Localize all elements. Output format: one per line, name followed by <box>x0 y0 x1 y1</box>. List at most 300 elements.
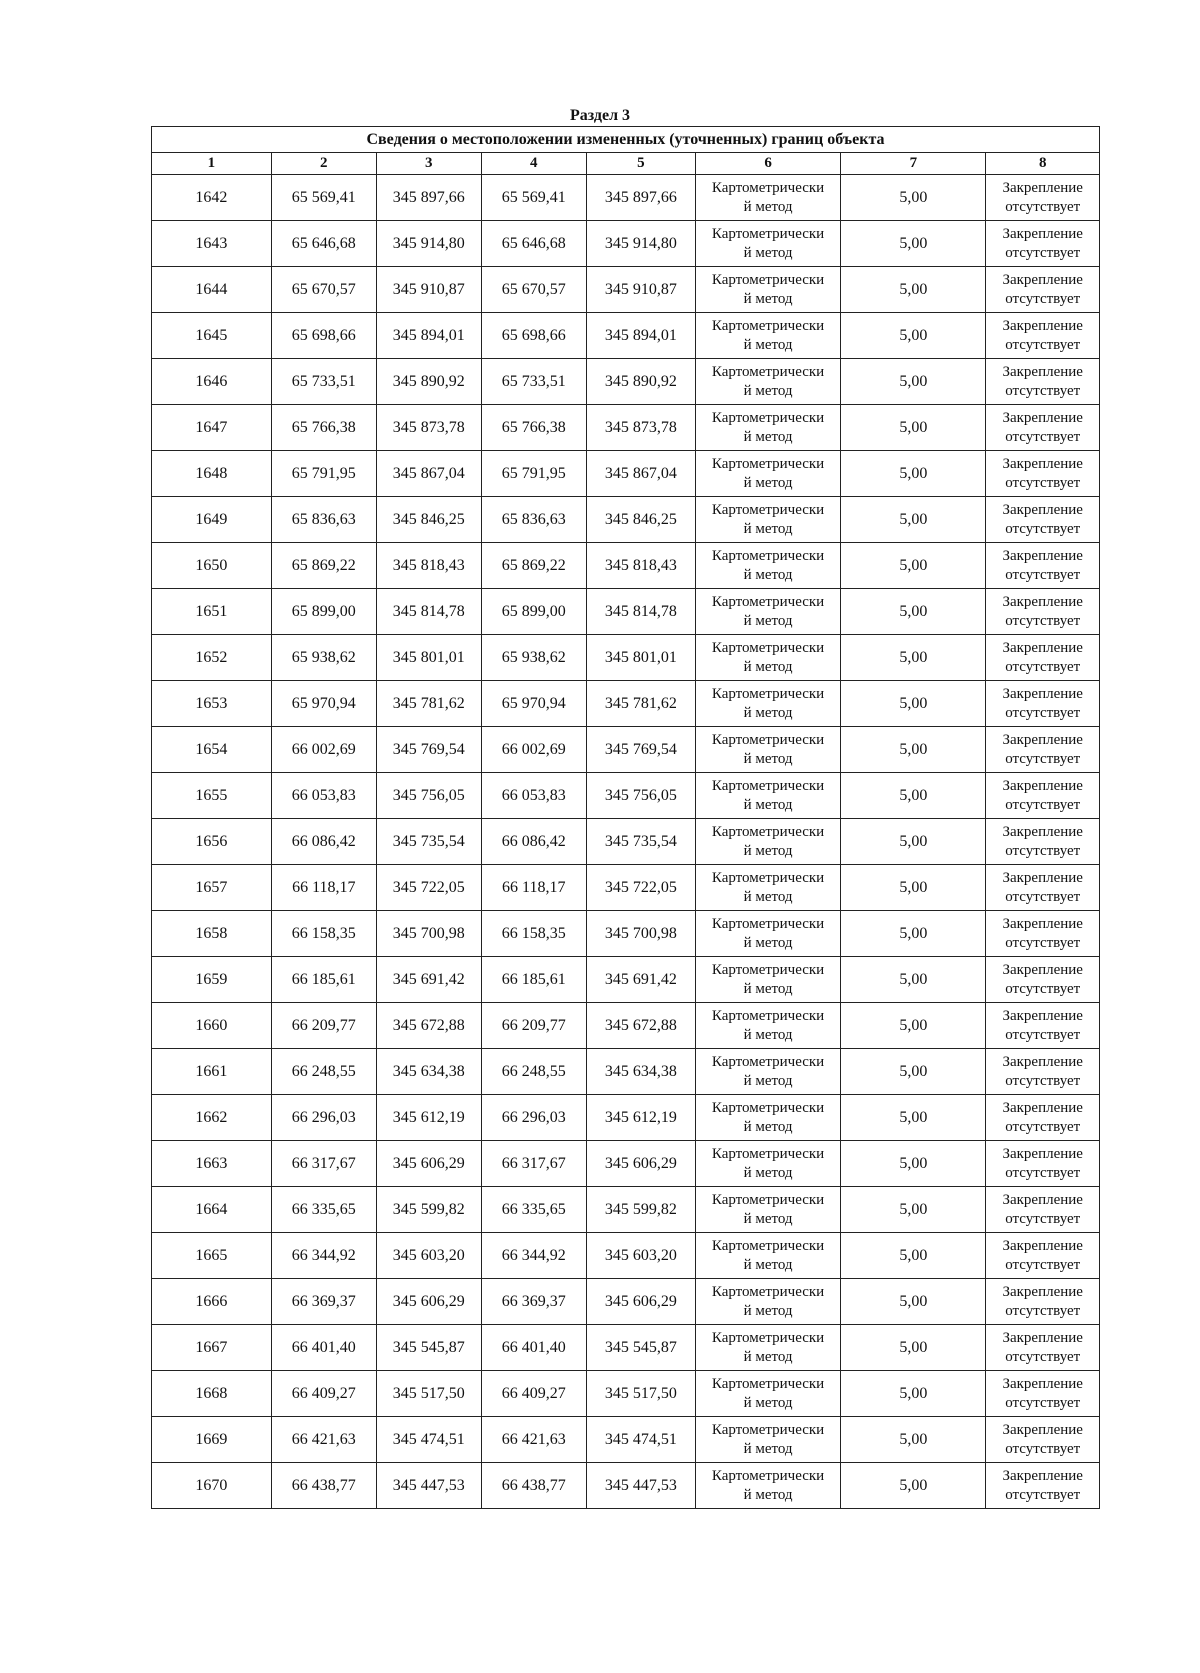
y-coordinate-cell: 345 756,05 <box>376 773 481 819</box>
fixing-text: Закрепление <box>1002 593 1083 610</box>
accuracy-cell: 5,00 <box>841 221 986 267</box>
y-coordinate-cell: 345 897,66 <box>376 175 481 221</box>
method-text: Картометрически <box>711 593 825 610</box>
table-row <box>152 773 1100 819</box>
x-coordinate-cell: 65 970,94 <box>481 681 586 727</box>
y-coordinate-cell: 345 735,54 <box>586 819 695 865</box>
y-coordinate-cell: 345 801,01 <box>376 635 481 681</box>
table-row <box>152 727 1100 773</box>
method-cell <box>695 1003 840 1049</box>
method-text: Картометрически <box>711 1375 825 1392</box>
table-row <box>152 819 1100 865</box>
fixing-cell <box>986 865 1100 911</box>
fixing-text: Закрепление <box>1002 1053 1083 1070</box>
x-coordinate-cell: 66 053,83 <box>271 773 376 819</box>
x-coordinate-cell: 65 698,66 <box>271 313 376 359</box>
column-number-row <box>152 153 1100 175</box>
x-coordinate-cell: 66 344,92 <box>271 1233 376 1279</box>
x-coordinate-cell: 65 733,51 <box>271 359 376 405</box>
x-coordinate-cell: 66 401,40 <box>481 1325 586 1371</box>
y-coordinate-cell: 345 722,05 <box>376 865 481 911</box>
accuracy-cell: 5,00 <box>841 1463 986 1509</box>
y-coordinate-cell: 345 691,42 <box>376 957 481 1003</box>
fixing-cell <box>986 1049 1100 1095</box>
section-title: Раздел 3 <box>569 107 631 124</box>
fixing-text: отсутствует <box>1005 1302 1081 1319</box>
accuracy-cell: 5,00 <box>841 589 986 635</box>
y-coordinate-cell: 345 910,87 <box>586 267 695 313</box>
point-number-cell: 1650 <box>152 543 272 589</box>
method-text: й метод <box>743 336 793 353</box>
x-coordinate-cell: 65 670,57 <box>271 267 376 313</box>
fixing-cell <box>986 635 1100 681</box>
point-number-cell: 1660 <box>152 1003 272 1049</box>
accuracy-cell: 5,00 <box>841 911 986 957</box>
y-coordinate-cell: 345 897,66 <box>586 175 695 221</box>
y-coordinate-cell: 345 474,51 <box>376 1417 481 1463</box>
point-number-cell: 1657 <box>152 865 272 911</box>
table-row <box>152 1463 1100 1509</box>
method-text: Картометрически <box>711 915 825 932</box>
method-text: Картометрически <box>711 501 825 518</box>
method-cell <box>695 267 840 313</box>
method-cell <box>695 957 840 1003</box>
x-coordinate-cell: 65 646,68 <box>481 221 586 267</box>
point-number-cell: 1644 <box>152 267 272 313</box>
fixing-text: Закрепление <box>1002 777 1083 794</box>
method-text: й метод <box>743 198 793 215</box>
y-coordinate-cell: 345 447,53 <box>586 1463 695 1509</box>
y-coordinate-cell: 345 634,38 <box>586 1049 695 1095</box>
y-coordinate-cell: 345 894,01 <box>586 313 695 359</box>
fixing-text: Закрепление <box>1002 685 1083 702</box>
fixing-text: Закрепление <box>1002 317 1083 334</box>
accuracy-cell: 5,00 <box>841 727 986 773</box>
method-text: Картометрически <box>711 823 825 840</box>
y-coordinate-cell: 345 781,62 <box>586 681 695 727</box>
x-coordinate-cell: 65 836,63 <box>481 497 586 543</box>
y-coordinate-cell: 345 735,54 <box>376 819 481 865</box>
table-row <box>152 957 1100 1003</box>
x-coordinate-cell: 66 053,83 <box>481 773 586 819</box>
point-number-cell: 1661 <box>152 1049 272 1095</box>
x-coordinate-cell: 66 409,27 <box>271 1371 376 1417</box>
fixing-text: отсутствует <box>1005 980 1081 997</box>
method-text: Картометрически <box>711 1145 825 1162</box>
y-coordinate-cell: 345 603,20 <box>586 1233 695 1279</box>
y-coordinate-cell: 345 914,80 <box>376 221 481 267</box>
x-coordinate-cell: 65 899,00 <box>271 589 376 635</box>
fixing-cell <box>986 1371 1100 1417</box>
method-text: й метод <box>743 244 793 261</box>
method-text: Картометрически <box>711 1237 825 1254</box>
point-number-cell: 1651 <box>152 589 272 635</box>
fixing-text: Закрепление <box>1002 225 1083 242</box>
method-cell <box>695 635 840 681</box>
fixing-text: Закрепление <box>1002 823 1083 840</box>
column-number: 5 <box>586 153 695 175</box>
point-number-cell: 1654 <box>152 727 272 773</box>
y-coordinate-cell: 345 634,38 <box>376 1049 481 1095</box>
fixing-cell <box>986 175 1100 221</box>
table-row <box>152 865 1100 911</box>
table-body <box>152 175 1100 1509</box>
column-number: 3 <box>376 153 481 175</box>
fixing-cell <box>986 1095 1100 1141</box>
fixing-text: Закрепление <box>1002 869 1083 886</box>
point-number-cell: 1665 <box>152 1233 272 1279</box>
y-coordinate-cell: 345 606,29 <box>586 1141 695 1187</box>
method-cell <box>695 1095 840 1141</box>
point-number-cell: 1659 <box>152 957 272 1003</box>
method-text: й метод <box>743 750 793 767</box>
method-text: Картометрически <box>711 869 825 886</box>
point-number-cell: 1652 <box>152 635 272 681</box>
y-coordinate-cell: 345 603,20 <box>376 1233 481 1279</box>
accuracy-cell: 5,00 <box>841 1371 986 1417</box>
fixing-text: отсутствует <box>1005 566 1081 583</box>
fixing-cell <box>986 1003 1100 1049</box>
method-cell <box>695 405 840 451</box>
method-cell <box>695 589 840 635</box>
table-caption: Сведения о местоположении измененных (уточненных) границ объекта <box>152 127 1100 153</box>
point-number-cell: 1648 <box>152 451 272 497</box>
x-coordinate-cell: 65 569,41 <box>271 175 376 221</box>
point-number-cell: 1646 <box>152 359 272 405</box>
table-row <box>152 1141 1100 1187</box>
accuracy-cell: 5,00 <box>841 1003 986 1049</box>
fixing-text: отсутствует <box>1005 1256 1081 1273</box>
fixing-cell <box>986 451 1100 497</box>
y-coordinate-cell: 345 700,98 <box>586 911 695 957</box>
table-row <box>152 175 1100 221</box>
method-cell <box>695 1141 840 1187</box>
boundary-table <box>151 126 1100 1509</box>
method-cell <box>695 1233 840 1279</box>
accuracy-cell: 5,00 <box>841 635 986 681</box>
fixing-text: Закрепление <box>1002 1007 1083 1024</box>
method-text: й метод <box>743 934 793 951</box>
y-coordinate-cell: 345 867,04 <box>586 451 695 497</box>
method-text: й метод <box>743 796 793 813</box>
x-coordinate-cell: 66 421,63 <box>271 1417 376 1463</box>
fixing-cell <box>986 1325 1100 1371</box>
fixing-text: Закрепление <box>1002 547 1083 564</box>
method-cell <box>695 543 840 589</box>
x-coordinate-cell: 66 421,63 <box>481 1417 586 1463</box>
method-text: й метод <box>743 566 793 583</box>
x-coordinate-cell: 66 438,77 <box>271 1463 376 1509</box>
method-text: й метод <box>743 1440 793 1457</box>
y-coordinate-cell: 345 545,87 <box>586 1325 695 1371</box>
fixing-text: Закрепление <box>1002 1329 1083 1346</box>
method-text: й метод <box>743 1256 793 1273</box>
x-coordinate-cell: 65 938,62 <box>271 635 376 681</box>
accuracy-cell: 5,00 <box>841 267 986 313</box>
table-row <box>152 1371 1100 1417</box>
method-text: й метод <box>743 1072 793 1089</box>
method-text: Картометрически <box>711 409 825 426</box>
fixing-cell <box>986 957 1100 1003</box>
fixing-text: отсутствует <box>1005 1026 1081 1043</box>
method-cell <box>695 175 840 221</box>
point-number-cell: 1663 <box>152 1141 272 1187</box>
x-coordinate-cell: 66 209,77 <box>481 1003 586 1049</box>
method-text: й метод <box>743 1302 793 1319</box>
fixing-cell <box>986 589 1100 635</box>
y-coordinate-cell: 345 756,05 <box>586 773 695 819</box>
fixing-cell <box>986 1417 1100 1463</box>
fixing-text: отсутствует <box>1005 244 1081 261</box>
y-coordinate-cell: 345 890,92 <box>586 359 695 405</box>
x-coordinate-cell: 66 158,35 <box>481 911 586 957</box>
method-text: Картометрически <box>711 1421 825 1438</box>
x-coordinate-cell: 66 002,69 <box>481 727 586 773</box>
x-coordinate-cell: 65 869,22 <box>271 543 376 589</box>
y-coordinate-cell: 345 814,78 <box>586 589 695 635</box>
method-cell <box>695 1279 840 1325</box>
y-coordinate-cell: 345 818,43 <box>376 543 481 589</box>
fixing-cell <box>986 1279 1100 1325</box>
fixing-cell <box>986 773 1100 819</box>
table-row <box>152 1095 1100 1141</box>
x-coordinate-cell: 66 438,77 <box>481 1463 586 1509</box>
accuracy-cell: 5,00 <box>841 1233 986 1279</box>
x-coordinate-cell: 66 409,27 <box>481 1371 586 1417</box>
method-text: й метод <box>743 1026 793 1043</box>
table-row <box>152 635 1100 681</box>
x-coordinate-cell: 66 248,55 <box>481 1049 586 1095</box>
fixing-cell <box>986 313 1100 359</box>
method-text: й метод <box>743 1164 793 1181</box>
fixing-text: отсутствует <box>1005 704 1081 721</box>
y-coordinate-cell: 345 606,29 <box>376 1279 481 1325</box>
fixing-text: отсутствует <box>1005 888 1081 905</box>
column-number: 6 <box>695 153 840 175</box>
accuracy-cell: 5,00 <box>841 957 986 1003</box>
fixing-text: Закрепление <box>1002 501 1083 518</box>
fixing-cell <box>986 1141 1100 1187</box>
method-text: й метод <box>743 290 793 307</box>
x-coordinate-cell: 66 317,67 <box>271 1141 376 1187</box>
table-row <box>152 313 1100 359</box>
x-coordinate-cell: 65 766,38 <box>271 405 376 451</box>
fixing-cell <box>986 221 1100 267</box>
fixing-text: отсутствует <box>1005 1164 1081 1181</box>
table-row <box>152 681 1100 727</box>
y-coordinate-cell: 345 846,25 <box>376 497 481 543</box>
fixing-text: отсутствует <box>1005 1118 1081 1135</box>
method-text: Картометрически <box>711 1007 825 1024</box>
caption-row <box>152 127 1100 153</box>
y-coordinate-cell: 345 769,54 <box>586 727 695 773</box>
point-number-cell: 1649 <box>152 497 272 543</box>
table-row <box>152 405 1100 451</box>
table-row <box>152 497 1100 543</box>
fixing-text: отсутствует <box>1005 1486 1081 1503</box>
column-number: 1 <box>152 153 272 175</box>
fixing-text: отсутствует <box>1005 1440 1081 1457</box>
fixing-text: Закрепление <box>1002 409 1083 426</box>
fixing-cell <box>986 405 1100 451</box>
y-coordinate-cell: 345 612,19 <box>586 1095 695 1141</box>
table-row <box>152 543 1100 589</box>
point-number-cell: 1658 <box>152 911 272 957</box>
accuracy-cell: 5,00 <box>841 1095 986 1141</box>
x-coordinate-cell: 66 185,61 <box>481 957 586 1003</box>
table-row <box>152 911 1100 957</box>
accuracy-cell: 5,00 <box>841 1325 986 1371</box>
table-row <box>152 1279 1100 1325</box>
method-text: й метод <box>743 520 793 537</box>
table-row <box>152 1325 1100 1371</box>
method-text: Картометрически <box>711 777 825 794</box>
fixing-cell <box>986 727 1100 773</box>
x-coordinate-cell: 66 317,67 <box>481 1141 586 1187</box>
y-coordinate-cell: 345 814,78 <box>376 589 481 635</box>
point-number-cell: 1668 <box>152 1371 272 1417</box>
y-coordinate-cell: 345 517,50 <box>376 1371 481 1417</box>
method-text: й метод <box>743 888 793 905</box>
fixing-text: отсутствует <box>1005 382 1081 399</box>
method-text: Картометрически <box>711 685 825 702</box>
method-text: Картометрически <box>711 547 825 564</box>
method-cell <box>695 497 840 543</box>
point-number-cell: 1647 <box>152 405 272 451</box>
y-coordinate-cell: 345 672,88 <box>376 1003 481 1049</box>
table-row <box>152 1417 1100 1463</box>
method-cell <box>695 819 840 865</box>
method-text: й метод <box>743 612 793 629</box>
point-number-cell: 1655 <box>152 773 272 819</box>
method-cell <box>695 773 840 819</box>
x-coordinate-cell: 66 118,17 <box>481 865 586 911</box>
fixing-text: отсутствует <box>1005 1210 1081 1227</box>
y-coordinate-cell: 345 606,29 <box>586 1279 695 1325</box>
y-coordinate-cell: 345 914,80 <box>586 221 695 267</box>
x-coordinate-cell: 66 296,03 <box>271 1095 376 1141</box>
method-cell <box>695 1371 840 1417</box>
fixing-cell <box>986 911 1100 957</box>
method-text: й метод <box>743 428 793 445</box>
method-cell <box>695 1049 840 1095</box>
point-number-cell: 1664 <box>152 1187 272 1233</box>
method-text: Картометрически <box>711 1283 825 1300</box>
x-coordinate-cell: 66 118,17 <box>271 865 376 911</box>
fixing-text: отсутствует <box>1005 474 1081 491</box>
y-coordinate-cell: 345 890,92 <box>376 359 481 405</box>
x-coordinate-cell: 66 344,92 <box>481 1233 586 1279</box>
method-cell <box>695 1325 840 1371</box>
accuracy-cell: 5,00 <box>841 1187 986 1233</box>
fixing-text: отсутствует <box>1005 658 1081 675</box>
fixing-cell <box>986 1463 1100 1509</box>
point-number-cell: 1666 <box>152 1279 272 1325</box>
fixing-cell <box>986 497 1100 543</box>
accuracy-cell: 5,00 <box>841 175 986 221</box>
x-coordinate-cell: 66 158,35 <box>271 911 376 957</box>
table-row <box>152 267 1100 313</box>
accuracy-cell: 5,00 <box>841 359 986 405</box>
method-text: й метод <box>743 474 793 491</box>
column-number: 2 <box>271 153 376 175</box>
x-coordinate-cell: 65 569,41 <box>481 175 586 221</box>
y-coordinate-cell: 345 606,29 <box>376 1141 481 1187</box>
method-text: й метод <box>743 1210 793 1227</box>
method-text: Картометрически <box>711 1329 825 1346</box>
boundary-table-container <box>151 126 1100 1509</box>
column-number: 8 <box>986 153 1100 175</box>
method-cell <box>695 221 840 267</box>
fixing-text: Закрепление <box>1002 639 1083 656</box>
column-number: 7 <box>841 153 986 175</box>
fixing-text: отсутствует <box>1005 750 1081 767</box>
method-text: Картометрически <box>711 317 825 334</box>
table-row <box>152 1003 1100 1049</box>
accuracy-cell: 5,00 <box>841 865 986 911</box>
fixing-text: отсутствует <box>1005 1348 1081 1365</box>
accuracy-cell: 5,00 <box>841 681 986 727</box>
method-cell <box>695 1417 840 1463</box>
method-text: й метод <box>743 1348 793 1365</box>
fixing-text: Закрепление <box>1002 1375 1083 1392</box>
method-text: Картометрически <box>711 731 825 748</box>
y-coordinate-cell: 345 873,78 <box>376 405 481 451</box>
fixing-text: отсутствует <box>1005 842 1081 859</box>
fixing-cell <box>986 359 1100 405</box>
x-coordinate-cell: 66 002,69 <box>271 727 376 773</box>
fixing-text: отсутствует <box>1005 1072 1081 1089</box>
fixing-text: отсутствует <box>1005 796 1081 813</box>
y-coordinate-cell: 345 910,87 <box>376 267 481 313</box>
x-coordinate-cell: 66 209,77 <box>271 1003 376 1049</box>
x-coordinate-cell: 65 698,66 <box>481 313 586 359</box>
point-number-cell: 1669 <box>152 1417 272 1463</box>
method-text: й метод <box>743 1486 793 1503</box>
fixing-text: отсутствует <box>1005 1394 1081 1411</box>
method-text: й метод <box>743 980 793 997</box>
point-number-cell: 1645 <box>152 313 272 359</box>
fixing-text: Закрепление <box>1002 271 1083 288</box>
accuracy-cell: 5,00 <box>841 405 986 451</box>
fixing-text: Закрепление <box>1002 363 1083 380</box>
x-coordinate-cell: 66 185,61 <box>271 957 376 1003</box>
point-number-cell: 1662 <box>152 1095 272 1141</box>
fixing-text: Закрепление <box>1002 731 1083 748</box>
fixing-text: Закрепление <box>1002 179 1083 196</box>
method-text: й метод <box>743 658 793 675</box>
point-number-cell: 1642 <box>152 175 272 221</box>
x-coordinate-cell: 65 970,94 <box>271 681 376 727</box>
x-coordinate-cell: 65 670,57 <box>481 267 586 313</box>
fixing-text: Закрепление <box>1002 961 1083 978</box>
method-text: Картометрически <box>711 455 825 472</box>
fixing-text: Закрепление <box>1002 1467 1083 1484</box>
table-row <box>152 1233 1100 1279</box>
fixing-cell <box>986 267 1100 313</box>
fixing-text: отсутствует <box>1005 934 1081 951</box>
fixing-cell <box>986 543 1100 589</box>
fixing-text: Закрепление <box>1002 1421 1083 1438</box>
table-row <box>152 1049 1100 1095</box>
column-number: 4 <box>481 153 586 175</box>
accuracy-cell: 5,00 <box>841 543 986 589</box>
point-number-cell: 1653 <box>152 681 272 727</box>
x-coordinate-cell: 66 086,42 <box>481 819 586 865</box>
fixing-cell <box>986 1187 1100 1233</box>
y-coordinate-cell: 345 545,87 <box>376 1325 481 1371</box>
method-text: й метод <box>743 842 793 859</box>
